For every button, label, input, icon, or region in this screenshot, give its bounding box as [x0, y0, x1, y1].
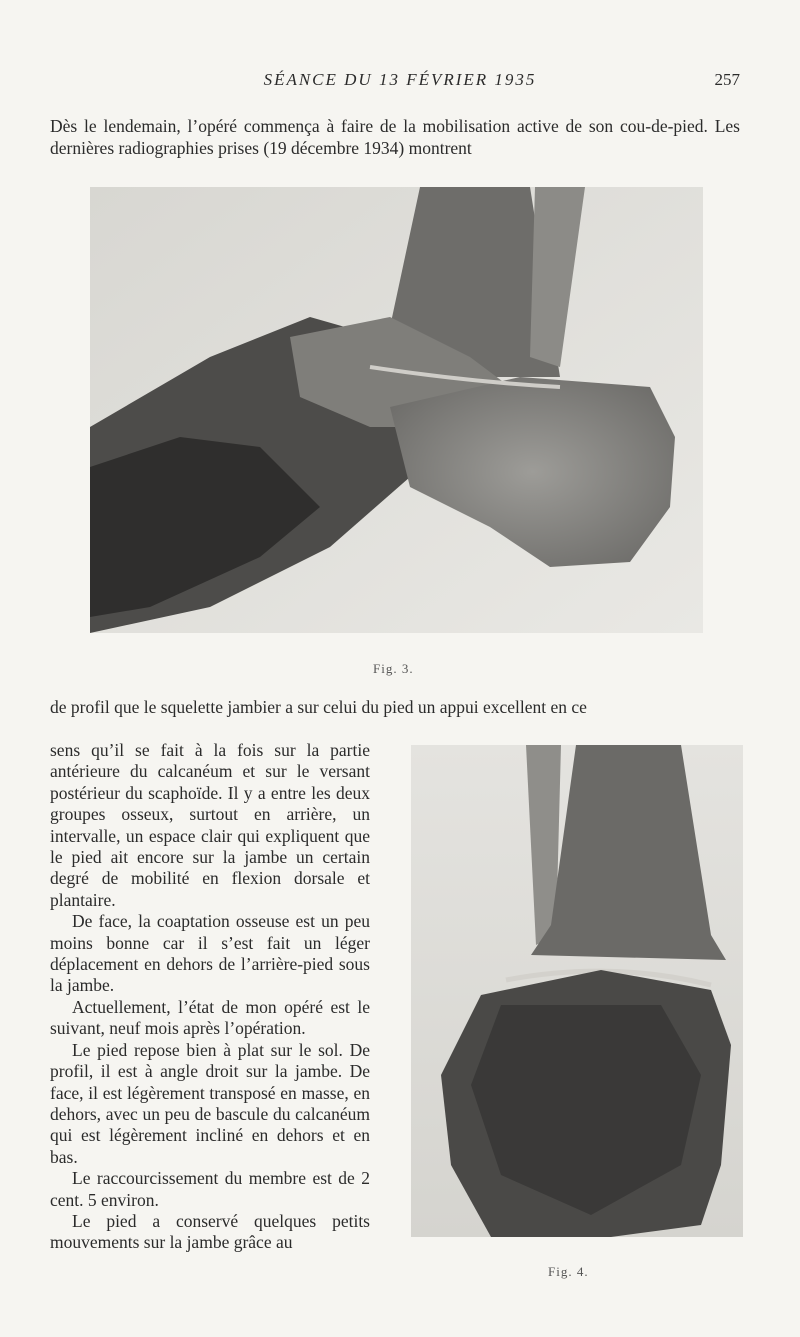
left-paragraph-3: Actuellement, l’état de mon opéré est le suivant, neuf mois après l’opération. — [50, 996, 370, 1039]
figure-4-caption: Fig. 4. — [548, 1264, 589, 1279]
figure-3-caption: Fig. 3. — [373, 661, 414, 676]
intro-paragraph: Dès le lendemain, l’opéré commença à faire de la mobilisation active de son cou-de-pied. Les dernières radiographies prises (19 décembre 1934) montrent — [50, 116, 740, 158]
left-paragraph-1: sens qu’il se fait à la fois sur la partie antérieure du calcanéum et sur le versant postérieur du scaphoïde. Il y a entre les deux groupes osseux, surtout en arrière, un intervalle, un espace clair qui expliquent que le pied ait encore sur la jambe un certain degré de mobilité en flexion dorsale et plantaire. — [50, 740, 370, 910]
left-paragraph-5: Le raccourcissement du membre est de 2 cent. 5 environ. — [50, 1168, 370, 1210]
left-paragraph-2: De face, la coaptation osseuse est un peu moins bonne car il s’est fait un léger déplacement en dehors de l’arrière-pied sous la jambe. — [50, 911, 370, 996]
running-title: SÉANCE DU 13 FÉVRIER 1935 — [263, 70, 537, 89]
continuation-paragraph: de profil que le squelette jambier a sur celui du pied un appui excellent en ce — [50, 697, 587, 717]
running-header — [0, 70, 800, 94]
left-paragraph-4: Le pied repose bien à plat sur le sol. De profil, il est à angle droit sur la jambe. De face, il est légèrement transposé en masse, en dehors, avec un peu de bascule du calcanéum qui est légèrement incliné en dehors et en bas. — [50, 1039, 370, 1167]
page-number: 257 — [714, 70, 740, 89]
figure-4-radiograph — [411, 745, 743, 1237]
left-text-column — [50, 740, 370, 1254]
figure-3-radiograph — [90, 187, 703, 633]
left-paragraph-6: Le pied a conservé quelques petits mouvements sur la jambe grâce au — [50, 1210, 370, 1253]
